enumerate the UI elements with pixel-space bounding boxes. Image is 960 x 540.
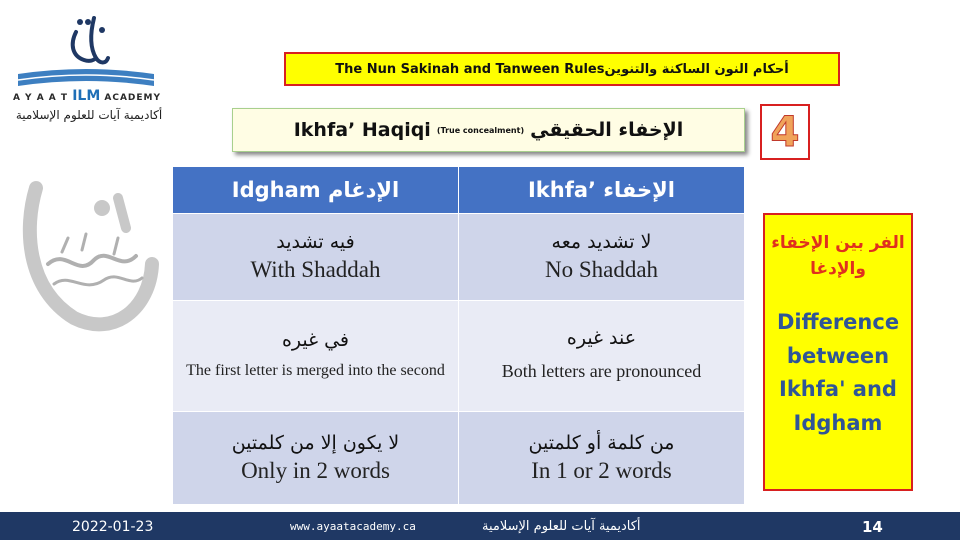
cell-english: No Shaddah (544, 257, 659, 283)
table-cell (459, 301, 745, 412)
header-ikhfa: Ikhfa’ الإخفاء (459, 167, 745, 214)
table-header-row (173, 167, 745, 214)
footer-url[interactable]: www.ayaatacademy.ca (290, 520, 416, 533)
difference-panel (763, 213, 913, 491)
rule-subtitle (232, 108, 745, 152)
logo-arabic-text: أكاديمية آيات للعلوم الإسلامية (15, 108, 163, 122)
logo-calligraphy-icon (50, 14, 120, 72)
footer-academy-name: أكاديمية آيات للعلوم الإسلامية (482, 519, 641, 534)
cell-arabic: لا يكون إلا من كلمتين (231, 431, 400, 454)
cell-english: With Shaddah (250, 257, 381, 283)
rule-number-badge (760, 104, 810, 160)
header-idgham: Idgham الإدغام (173, 167, 459, 214)
academy-logo (10, 8, 162, 138)
cell-arabic: فيه تشديد (276, 230, 355, 253)
panel-english-title: Difference between Ikhfa' and Idgham (776, 310, 900, 435)
cell-english: Both letters are pronounced (501, 360, 702, 381)
logo-latin-text: A Y A A T ILM ACADEMY (12, 88, 162, 104)
table-cell (459, 214, 745, 301)
comparison-table (172, 166, 745, 505)
cell-arabic: لا تشديد معه (551, 230, 652, 253)
subtitle-latin: Ikhfa’ Haqiqi (293, 119, 431, 141)
cell-arabic: في غيره (281, 328, 350, 351)
cell-arabic: من كلمة أو كلمتين (528, 431, 675, 454)
cell-english: In 1 or 2 words (531, 458, 672, 484)
panel-arabic-title: الفر بين الإخفاء والإدغا (771, 233, 905, 279)
table-cell (173, 301, 459, 412)
page-title-banner (284, 52, 840, 86)
table-row (173, 301, 745, 412)
cell-arabic: عند غيره (566, 326, 637, 349)
subtitle-note: (True concealment) (436, 125, 525, 135)
cell-english: The first letter is merged into the second (186, 362, 445, 380)
logo-book-icon (16, 66, 156, 90)
footer-page-number: 14 (862, 518, 883, 536)
table-row (173, 412, 745, 505)
rule-number: 4 (770, 107, 800, 156)
page-title: The Nun Sakinah and Tanween Rulesأحكام النون الساكنة والتنوين (335, 61, 789, 77)
table-cell (173, 412, 459, 505)
table-row (173, 214, 745, 301)
cell-english: Only in 2 words (241, 458, 390, 484)
footer-date: 2022-01-23 (72, 519, 154, 535)
subtitle-arabic: الإخفاء الحقيقي (530, 119, 684, 141)
nun-calligraphy-seal (18, 168, 160, 342)
table-cell (173, 214, 459, 301)
table-cell (459, 412, 745, 505)
